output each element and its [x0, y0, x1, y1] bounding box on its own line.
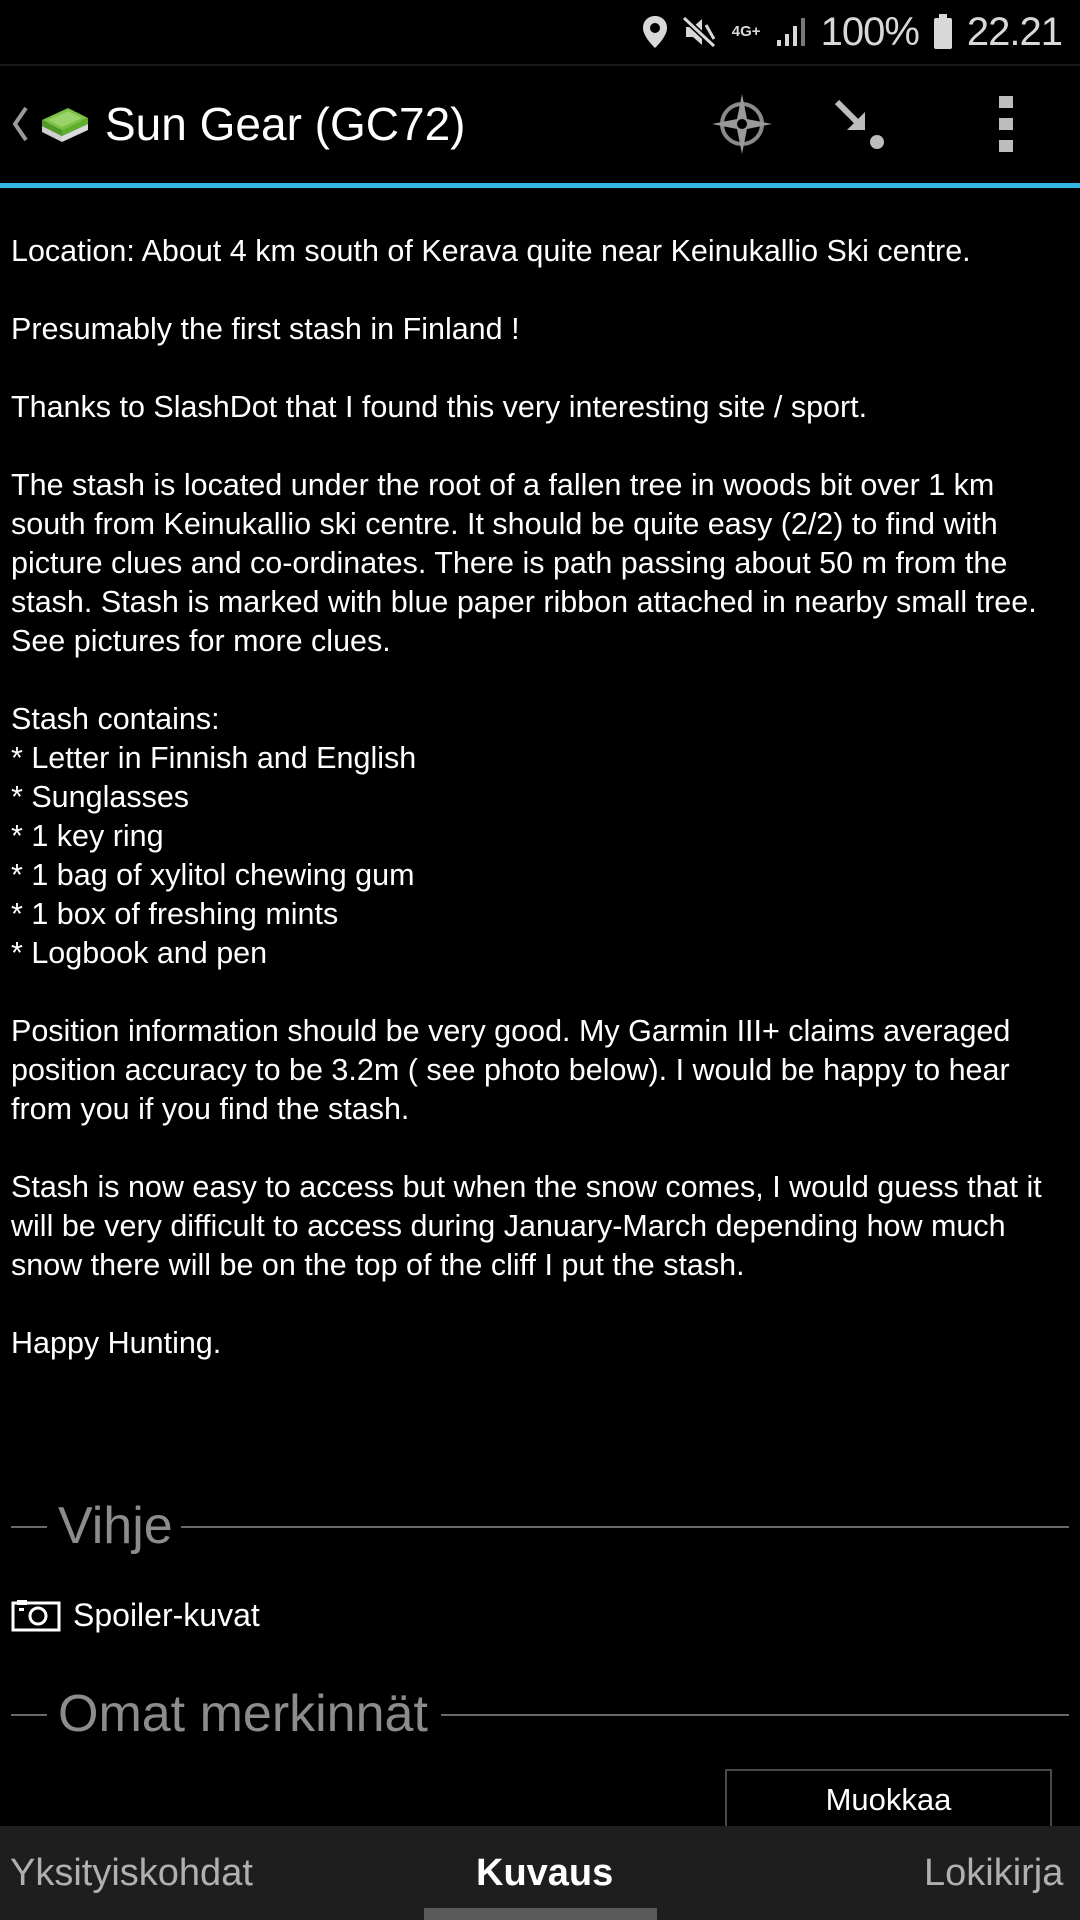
list-item: * Letter in Finnish and English [11, 741, 417, 775]
spoiler-images-link[interactable] [11, 1590, 260, 1640]
paragraph: Stash is now easy to access but when the snow comes, I would guess that it will be very difficult to access during January-March depending how much snow there will be on the top of the cliff I put the stash. [11, 1170, 1042, 1282]
paragraph: Happy Hunting. [11, 1326, 222, 1360]
description [11, 232, 1071, 1402]
download-icon [827, 92, 891, 156]
tab-logbook[interactable]: Lokikirja [924, 1852, 1064, 1894]
navigate-icon [710, 92, 774, 156]
list-item: * 1 box of freshing mints [11, 897, 339, 931]
battery-percent: 100% [820, 9, 919, 54]
hint-section-header [11, 1496, 1069, 1556]
back-chevron-icon[interactable] [10, 104, 30, 144]
overflow-menu-icon [996, 94, 1016, 154]
paragraph: Position information should be very good. My Garmin III+ claims averaged position accuracy to be 3.2m ( see photo below). I would be happy to hear from you if you find the stash. [11, 1014, 1011, 1126]
camera-icon [11, 1598, 61, 1632]
notes-section-title: Omat merkinnät [58, 1685, 428, 1743]
edit-notes-button[interactable]: Muokkaa [725, 1769, 1052, 1827]
notes-section-header [11, 1684, 1069, 1744]
list-item: * 1 key ring [11, 819, 164, 853]
paragraph: Thanks to SlashDot that I found this very interesting site / sport. [11, 390, 868, 424]
status-bar [0, 0, 1080, 64]
battery-icon [933, 14, 953, 50]
paragraph: The stash is located under the root of a fallen tree in woods bit over 1 km south from Keinukallio ski centre. It should be quite easy (2/2) to find with picture clues and co-ordinates. There is path passing about 50 m from the stash. Stash is marked with blue paper ribbon attached in nearby small tree. See pictures for more clues. [11, 468, 1037, 658]
section-divider [11, 1714, 47, 1716]
accent-line [0, 183, 1080, 188]
active-tab-indicator [424, 1908, 657, 1920]
overflow-menu-button[interactable] [970, 88, 1042, 160]
network-type: 4G+ [731, 23, 761, 40]
list-item: * Logbook and pen [11, 936, 268, 970]
list-item: * 1 bag of xylitol chewing gum [11, 858, 415, 892]
paragraph: Location: About 4 km south of Kerava quite near Keinukallio Ski centre. [11, 234, 971, 268]
tab-details[interactable]: Yksityiskohdat [10, 1852, 253, 1894]
spoiler-label: Spoiler-kuvat [73, 1596, 260, 1633]
list-item: * Sunglasses [11, 780, 190, 814]
paragraph: Presumably the first stash in Finland ! [11, 312, 520, 346]
contents-heading: Stash contains: [11, 702, 220, 736]
mute-icon [682, 15, 718, 49]
navigate-button[interactable] [706, 88, 778, 160]
section-divider [441, 1714, 1069, 1716]
download-button[interactable] [823, 88, 895, 160]
tab-bar [0, 1826, 1080, 1920]
hint-section-title: Vihje [58, 1497, 173, 1555]
signal-icon [775, 16, 807, 48]
book-icon[interactable] [38, 96, 92, 150]
tab-description[interactable]: Kuvaus [476, 1852, 614, 1894]
page-title: Sun Gear (GC72) [105, 98, 466, 150]
clock: 22.21 [966, 9, 1062, 54]
section-divider [181, 1526, 1069, 1528]
section-divider [11, 1526, 47, 1528]
location-icon [642, 15, 668, 49]
action-bar [0, 66, 1080, 184]
network-4g-icon [732, 24, 761, 40]
